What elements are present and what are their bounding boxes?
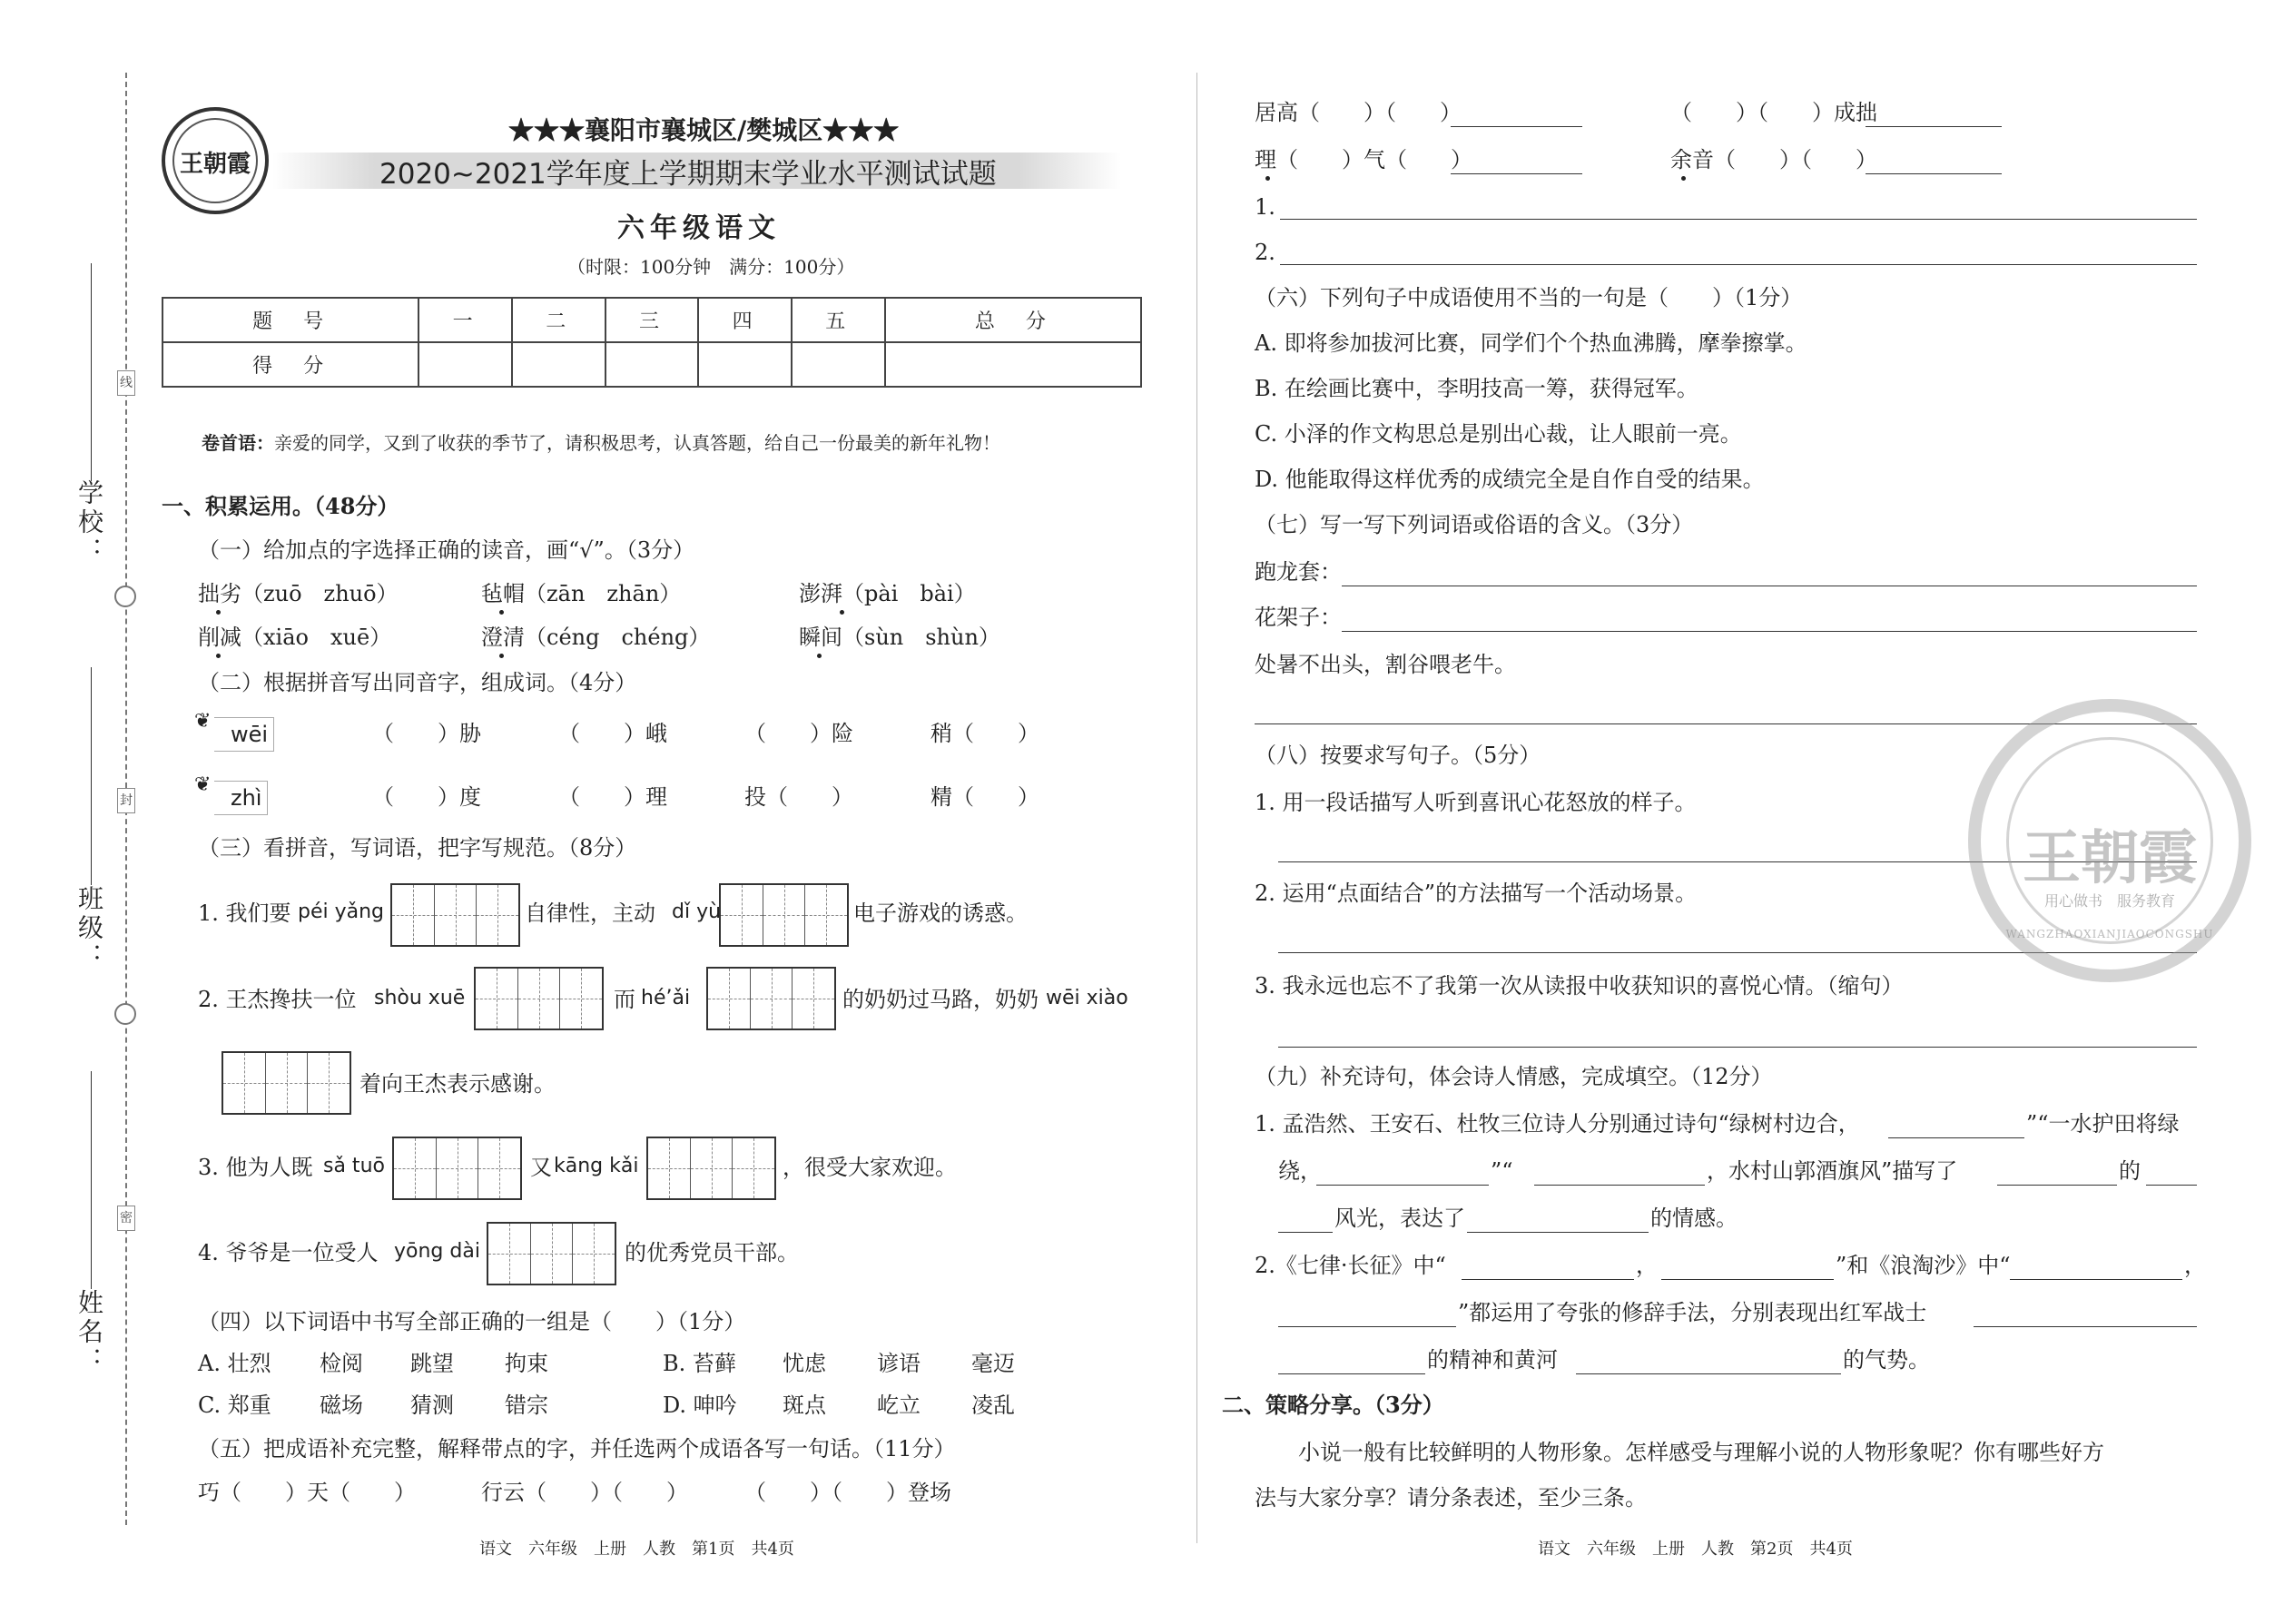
q6-option-A[interactable]: A. 即将参加拔河比赛，同学们个个热血沸腾，摩拳擦掌。 — [1255, 330, 1807, 356]
pinyin-hint: yōng dài — [394, 1240, 480, 1263]
watermark-text: 王朝霞 — [2023, 824, 2197, 892]
q8-answer-line[interactable] — [1278, 1046, 2197, 1048]
option-word: 猜测 — [410, 1393, 454, 1418]
q2-item[interactable]: （ ）峨 — [558, 721, 667, 746]
section2-paragraph: 小说一般有比较鲜明的人物形象。怎样感受与理解小说的人物形象呢？你有哪些好方 — [1298, 1440, 2104, 1465]
idiom-answer-line[interactable] — [1451, 125, 1582, 127]
table-cell: 题 号 — [162, 298, 418, 342]
foreword-text: 亲爱的同学，又到了收获的季节了，请积极思考，认真答题，给自己一份最美的新年礼物！ — [274, 432, 1000, 454]
table-cell: 三 — [605, 298, 699, 342]
exam-title: 2020~2021学年度上学期期末学业水平测试试题 — [379, 158, 997, 191]
q8-item: 2. 运用“点面结合”的方法描写一个活动场景。 — [1255, 881, 1698, 906]
q1-item[interactable]: 澎湃（pài bài） — [799, 581, 976, 606]
poem-blank[interactable] — [1534, 1184, 1705, 1186]
q3-text: 自律性，主动 — [525, 901, 655, 926]
page-divider — [1196, 73, 1197, 1543]
idiom-answer-line[interactable] — [1866, 125, 2002, 127]
q6-option-D[interactable]: D. 他能取得这样优秀的成绩完全是自作自受的结果。 — [1255, 467, 1765, 492]
pinyin-hint: dǐ yù — [672, 901, 722, 923]
class-underline[interactable] — [91, 667, 92, 885]
emphasis-dot-icon — [1681, 176, 1686, 181]
q3-prompt: （三）看拼音，写词语，把字写规范。（8分） — [198, 835, 637, 861]
writing-grid[interactable] — [392, 1137, 522, 1200]
pinyin-hint: shòu xuē — [374, 987, 466, 1009]
idiom-item[interactable]: （ ）（ ）成拙 — [1670, 100, 1877, 125]
binding-hole-icon — [114, 586, 136, 607]
idiom-item[interactable]: 居高（ ）（ ） — [1255, 100, 1462, 125]
pinyin-hint: sǎ tuō — [323, 1155, 385, 1177]
option-word: 斑点 — [783, 1393, 826, 1418]
score-input-cell[interactable] — [512, 342, 605, 387]
option-word: 屹立 — [877, 1393, 921, 1418]
name-label: 姓名： — [74, 1289, 104, 1376]
option-word: 拘束 — [505, 1351, 548, 1376]
school-underline[interactable] — [91, 263, 92, 481]
q3-text: 3. 他为人既 — [198, 1155, 313, 1180]
q3-text: 又 — [530, 1155, 552, 1180]
emphasis-dot-icon — [1265, 176, 1270, 181]
poem-blank[interactable] — [1576, 1373, 1841, 1374]
poem-blank[interactable] — [1888, 1137, 2024, 1138]
foreword — [202, 428, 1000, 455]
writing-grid[interactable] — [646, 1137, 776, 1200]
school-label: 学校： — [74, 479, 104, 566]
idiom-item[interactable]: 巧（ ）天（ ） — [198, 1480, 416, 1505]
footer-right: 语文 六年级 上册 人教 第2页 共4页 — [1538, 1540, 1853, 1559]
q3-text: ，很受大家欢迎。 — [783, 1155, 957, 1180]
poem-blank[interactable] — [1974, 1325, 2197, 1327]
watermark-slogan: 用心做书 服务教育 — [2043, 892, 2175, 910]
q7-answer-line[interactable] — [1342, 585, 2197, 586]
class-label: 班级： — [74, 885, 104, 972]
q3-text: 1. 我们要 — [198, 901, 291, 926]
q8-prompt: （八）按要求写句子。（5分） — [1255, 743, 1541, 768]
q7-answer-line[interactable] — [1342, 630, 2197, 632]
emphasis-dot-icon — [499, 654, 504, 658]
score-input-cell[interactable] — [605, 342, 699, 387]
option-word: 凌乱 — [971, 1393, 1015, 1418]
poem-blank[interactable] — [1661, 1278, 1834, 1280]
table-cell: 二 — [512, 298, 605, 342]
q1-item[interactable]: 毡帽（zān zhān） — [481, 581, 682, 606]
logo — [162, 107, 269, 214]
footer-left: 语文 六年级 上册 人教 第1页 共4页 — [479, 1540, 794, 1559]
q2-item[interactable]: 稍（ ） — [930, 721, 1039, 746]
q9-text: ， — [1636, 1253, 1658, 1278]
idiom-item[interactable]: 余音（ ）（ ） — [1670, 147, 1877, 172]
q7-item: 花架子： — [1255, 605, 1342, 630]
poem-blank[interactable] — [1278, 1373, 1425, 1374]
pinyin-tag-wei: wēi — [214, 717, 274, 752]
sentence-answer-line[interactable] — [1280, 218, 2197, 220]
q1-item[interactable]: 削减（xiāo xuē） — [198, 625, 392, 650]
leaf-icon: ❦ — [194, 773, 212, 796]
option-word: 错宗 — [505, 1393, 548, 1418]
q5-prompt: （五）把成语补充完整，解释带点的字，并任选两个成语各写一句话。（11分） — [198, 1436, 956, 1462]
q9-text: ”“一水护田将绿 — [2026, 1111, 2180, 1137]
score-table — [162, 297, 1142, 388]
q2-item[interactable]: （ ）险 — [744, 721, 853, 746]
pinyin-tag-zhi: zhì — [214, 781, 268, 815]
option-word: 磁场 — [320, 1393, 363, 1418]
q9-text: ， — [2184, 1253, 2206, 1278]
q1-item[interactable]: 澄清（céng chéng） — [481, 625, 711, 650]
seal-char-2: 封 — [117, 788, 135, 813]
score-input-cell[interactable] — [792, 342, 885, 387]
emphasis-dot-icon — [499, 610, 504, 615]
table-cell: 一 — [418, 298, 512, 342]
section1-title: 一、积累运用。（48分） — [162, 493, 399, 519]
writing-grid[interactable] — [474, 967, 604, 1030]
q9-prompt: （九）补充诗句，体会诗人情感，完成填空。（12分） — [1255, 1064, 1773, 1089]
q9-text: 绕， — [1278, 1158, 1322, 1184]
poem-blank[interactable] — [1997, 1184, 2117, 1186]
q2-item[interactable]: （ ）胁 — [372, 721, 481, 746]
score-table-header-row — [162, 298, 1141, 342]
q7-item: 处暑不出头，割谷喂老牛。 — [1255, 652, 1516, 677]
subject-title: 六年级语文 — [617, 212, 781, 244]
binding-hole-icon — [114, 1003, 136, 1025]
name-underline[interactable] — [91, 1071, 92, 1289]
section2-paragraph: 法与大家分享？请分条表述，至少三条。 — [1255, 1485, 1647, 1511]
emphasis-dot-icon — [216, 654, 221, 658]
q8-item: 3. 我永远也忘不了我第一次从读报中收获知识的喜悦心情。（缩句） — [1255, 973, 1904, 999]
option-word: 跳望 — [410, 1351, 454, 1376]
poem-blank[interactable] — [1467, 1231, 1649, 1233]
q9-text: 1. 孟浩然、王安石、杜牧三位诗人分别通过诗句“绿树村边合， — [1255, 1111, 1860, 1137]
q3-text: 着向王杰表示感谢。 — [359, 1071, 556, 1097]
writing-grid[interactable] — [719, 883, 849, 947]
pinyin-hint: wēi xiào — [1046, 987, 1128, 1009]
score-label-cell: 得 分 — [162, 342, 418, 387]
q9-text: 风光，表达了 — [1334, 1206, 1465, 1231]
q9-text: ”和《浪淘沙》中“ — [1836, 1253, 2011, 1278]
q9-text: 的气势。 — [1843, 1347, 1930, 1373]
poem-blank[interactable] — [1278, 1231, 1333, 1233]
foreword-label: 卷首语： — [202, 432, 274, 454]
q3-text: 4. 爷爷是一位受人 — [198, 1240, 379, 1265]
table-cell: 五 — [792, 298, 885, 342]
q2-prompt: （二）根据拼音写出同音字，组成词。（4分） — [198, 670, 637, 695]
table-cell: 四 — [698, 298, 792, 342]
pinyin-hint: hé’ǎi — [641, 987, 691, 1009]
table-cell: 总 分 — [885, 298, 1141, 342]
q2-item[interactable]: （ ）度 — [372, 784, 481, 810]
q8-item: 1. 用一段话描写人听到喜讯心花怒放的样子。 — [1255, 790, 1697, 815]
poem-blank[interactable] — [1278, 1325, 1456, 1327]
poem-blank[interactable] — [2146, 1184, 2197, 1186]
leaf-icon: ❦ — [194, 710, 212, 733]
pinyin-hint: péi yǎng — [298, 901, 385, 923]
poem-blank[interactable] — [2010, 1278, 2182, 1280]
q9-text: 的情感。 — [1650, 1206, 1738, 1231]
q2-item[interactable]: 精（ ） — [930, 784, 1039, 810]
q1-item[interactable]: 瞬间（sùn shùn） — [799, 625, 1000, 650]
sentence-label: 1. — [1255, 194, 1275, 220]
option-word: 谚语 — [877, 1351, 921, 1376]
q2-item[interactable]: （ ）理 — [558, 784, 667, 810]
score-input-cell[interactable] — [418, 342, 512, 387]
option-word: B. 苔藓 — [663, 1351, 736, 1376]
writing-grid[interactable] — [222, 1051, 351, 1115]
q3-text: 2. 王杰搀扶一位 — [198, 987, 357, 1012]
score-input-cell[interactable] — [885, 342, 1141, 387]
option-word: C. 郑重 — [198, 1393, 271, 1418]
idiom-item[interactable]: 行云（ ）（ ） — [481, 1480, 688, 1505]
q2-item[interactable]: 投（ ） — [744, 784, 853, 810]
poem-blank[interactable] — [1462, 1278, 1634, 1280]
logo-text: 王朝霞 — [179, 151, 251, 178]
watermark-seal — [1968, 699, 2251, 982]
emphasis-dot-icon — [216, 610, 221, 615]
sentence-label: 2. — [1255, 240, 1275, 265]
idiom-answer-line[interactable] — [1866, 172, 2002, 174]
idiom-answer-line[interactable] — [1451, 172, 1582, 174]
q6-option-B[interactable]: B. 在绘画比赛中，李明技高一筹，获得冠军。 — [1255, 376, 1698, 401]
idiom-item[interactable]: 理（ ）气（ ） — [1255, 147, 1472, 172]
writing-grid[interactable] — [706, 967, 836, 1030]
time-info: （时限：100分钟 满分：100分） — [567, 256, 855, 278]
q9-text: 的精神和黄河 — [1427, 1347, 1558, 1373]
region-title: ★★★襄阳市襄城区/樊城区★★★ — [508, 115, 900, 145]
writing-grid[interactable] — [390, 883, 520, 947]
pinyin-hint: kāng kǎi — [554, 1155, 639, 1177]
writing-grid[interactable] — [487, 1222, 616, 1285]
q9-text: ”“ — [1491, 1158, 1513, 1184]
watermark-ring-text: WANGZHAOXIANJIAOCONGSHU — [2005, 928, 2214, 940]
option-word: 毫迈 — [971, 1351, 1015, 1376]
emphasis-dot-icon — [840, 610, 844, 615]
sentence-answer-line[interactable] — [1280, 263, 2197, 265]
poem-blank[interactable] — [1316, 1184, 1489, 1186]
score-table-score-row — [162, 342, 1141, 387]
q4-prompt: （四）以下词语中书写全部正确的一组是（ ）（1分） — [198, 1309, 746, 1334]
section2-title: 二、策略分享。（3分） — [1222, 1392, 1444, 1418]
q6-prompt: （六）下列句子中成语使用不当的一句是（ ）（1分） — [1255, 285, 1803, 310]
q7-item: 跑龙套： — [1255, 559, 1342, 585]
q7-prompt: （七）写一写下列词语或俗语的含义。（3分） — [1255, 512, 1694, 537]
q9-text: 2.《七律·长征》中“ — [1255, 1253, 1446, 1278]
seal-char-1: 线 — [117, 370, 135, 396]
q1-item[interactable]: 拙劣（zuō zhuō） — [198, 581, 399, 606]
option-word: A. 壮烈 — [198, 1351, 271, 1376]
option-word: D. 呻吟 — [663, 1393, 737, 1418]
q3-text: 的奶奶过马路，奶奶 — [842, 987, 1039, 1012]
q3-text: 的优秀党员干部。 — [625, 1240, 799, 1265]
q3-text: 电子游戏的诱惑。 — [853, 901, 1028, 926]
option-word: 忧虑 — [783, 1351, 826, 1376]
q9-text: ，水村山郭酒旗风”描写了 — [1707, 1158, 1958, 1184]
score-input-cell[interactable] — [698, 342, 792, 387]
idiom-item[interactable]: （ ）（ ）登场 — [744, 1480, 951, 1505]
q9-text: ”都运用了夸张的修辞手法，分别表现出红军战士 — [1458, 1300, 1927, 1325]
emphasis-dot-icon — [817, 654, 822, 658]
q1-prompt: （一）给加点的字选择正确的读音，画“√”。（3分） — [198, 537, 695, 563]
seal-char-3: 密 — [117, 1206, 135, 1231]
q9-text: 的 — [2119, 1158, 2141, 1184]
option-word: 检阅 — [320, 1351, 363, 1376]
q6-option-C[interactable]: C. 小泽的作文构思总是别出心裁，让人眼前一亮。 — [1255, 421, 1742, 447]
q3-text: 而 — [614, 987, 635, 1012]
